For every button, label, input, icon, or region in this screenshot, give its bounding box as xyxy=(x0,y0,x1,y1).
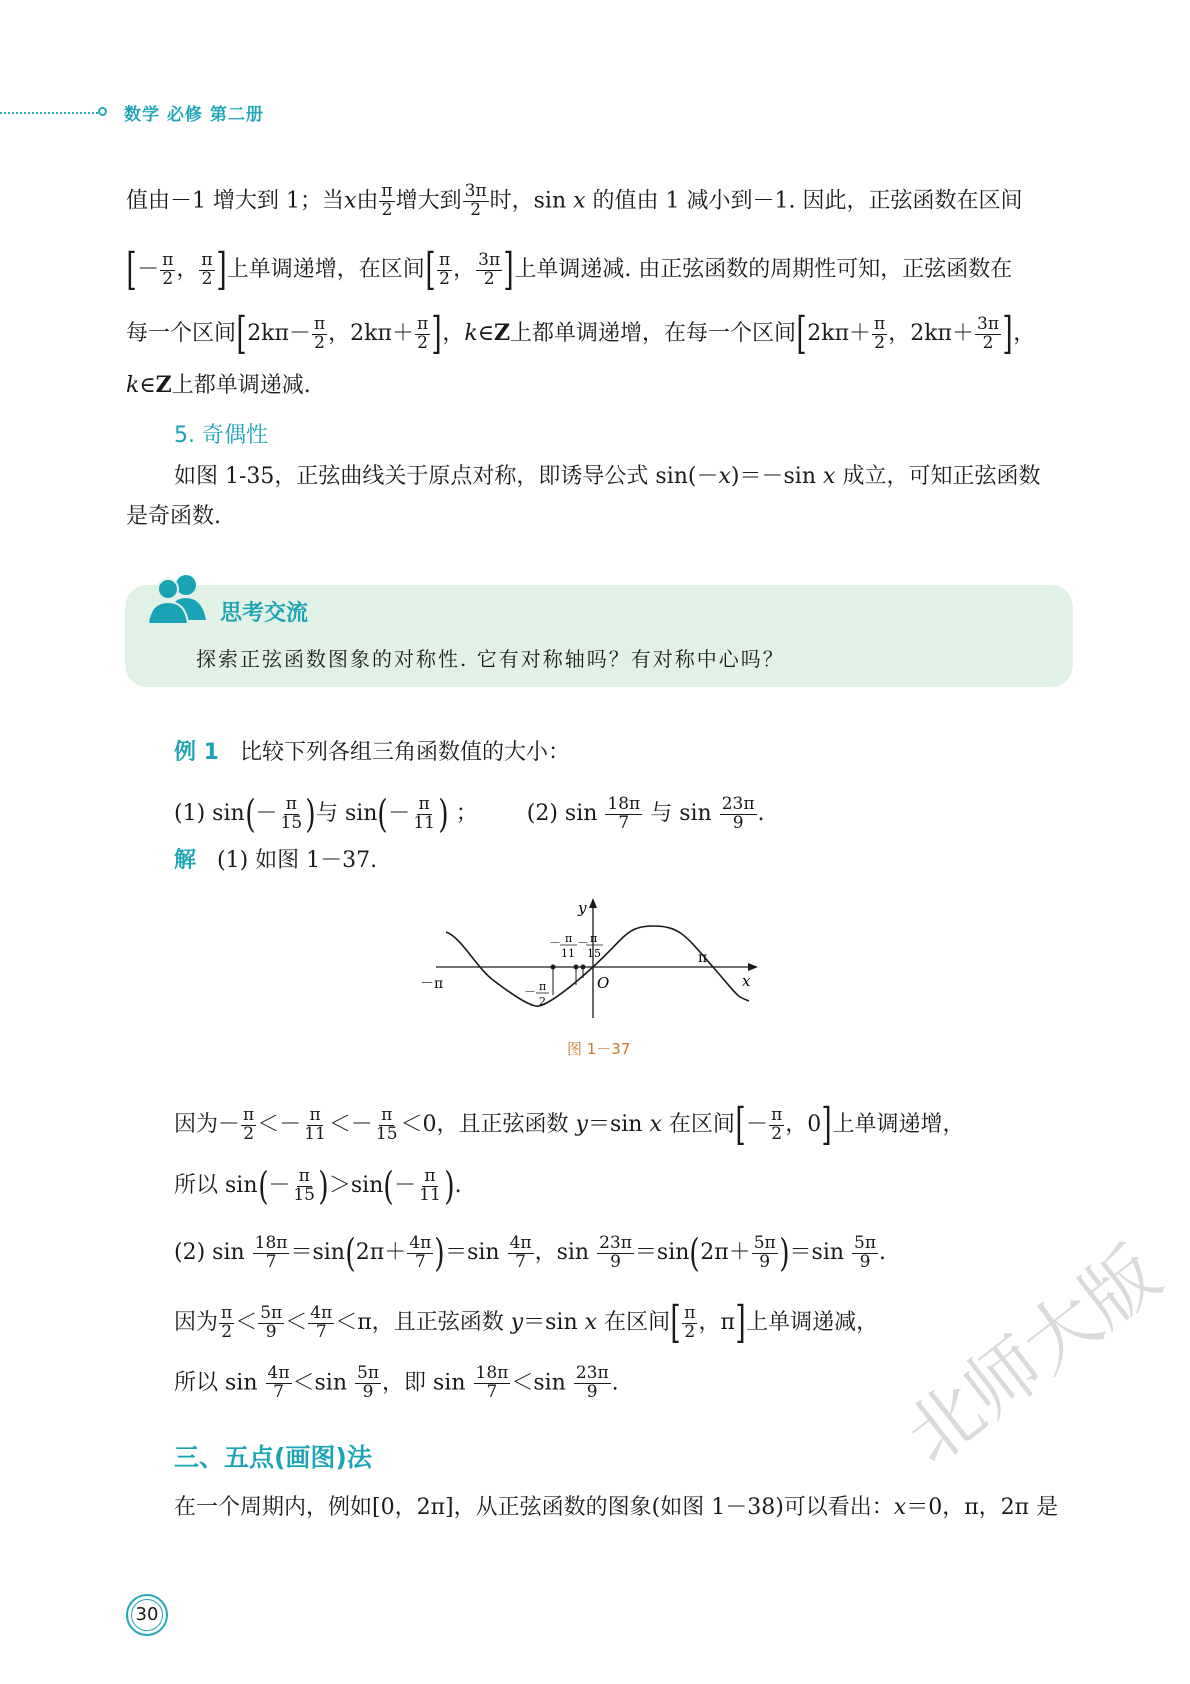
minus-pi-over-11-point xyxy=(574,965,579,970)
t2-den: 2 xyxy=(539,995,546,1008)
watermark: 北师大版 xyxy=(889,1230,1177,1481)
figure-caption: 图 1－37 xyxy=(567,1040,631,1058)
t2-minus: － xyxy=(524,985,537,999)
text-line-3: 每一个区间[2kπ－ $\frac{\pi}{2}$ ，2kπ＋ $\frac{\pi}{2}$ ]，k∈Z上都单调递增，在每一个区间[2kπ＋ $\frac{\pi}{2}$ ，2kπ＋ $\frac{3\pi}{2}$ ]， xyxy=(126,308,1036,359)
text-line-2: [－ $\frac{\pi}{2}$ ， $\frac{\pi}{2}$ ]上单调递增，在区间[ $\frac{\pi}{2}$ ， $\frac{3\pi}{2}$ ]上单调递减. 由正弦函数的周期性可知，正弦函数在 xyxy=(126,244,1013,295)
minus-pi-over-15-point xyxy=(581,965,586,970)
fraction: $\frac{\pi}{2}$ xyxy=(381,181,393,220)
parity-line-1: 如图 1-35，正弦曲线关于原点对称，即诱导公式 sin(－x)＝－sin x 成立，可知正弦函数 xyxy=(174,464,1041,489)
t15-minus: － xyxy=(577,936,590,950)
text-line-1: 值由－1 增大到 1；当x由 $\frac{\pi}{2}$ 增大到 $\frac{3\pi}{2}$ 时，sin x 的值由 1 减小到－1. 因此，正弦函数在区间 xyxy=(126,181,1023,220)
x-label: x xyxy=(742,972,751,990)
page-number: 30 xyxy=(131,1599,163,1631)
y-axis-arrow xyxy=(589,898,597,908)
pi-label: π xyxy=(698,950,708,966)
t11-den: 11 xyxy=(561,947,575,960)
minus-pi-over-2-point xyxy=(551,965,556,970)
t11-minus: － xyxy=(549,936,562,950)
example-questions: (1) sin(－ $\frac{\pi}{15}$ )与 sin(－ $\frac{\pi}{11}$ ) ； (2) sin $\frac{18\pi}{7}$ 与 sin $\frac{23\pi}{9}$ . xyxy=(174,792,765,836)
x-axis-arrow xyxy=(748,963,758,971)
y-label: y xyxy=(578,899,587,917)
section-heading-parity: 5. 奇偶性 xyxy=(174,423,268,448)
t2-num: π xyxy=(539,980,547,993)
think-text: 探索正弦函数图象的对称性. 它有对称轴吗？有对称中心吗？ xyxy=(196,647,785,671)
solution-line-3: (2) sin $\frac{18\pi}{7}$ ＝sin(2π＋ $\frac{4\pi}{7}$ )＝sin $\frac{4\pi}{7}$ ，sin $\frac{23\pi}{9}$ ＝sin(2π＋ $\frac{5\pi}{9}$ )＝sin $\frac{5\pi}{9}$ . xyxy=(174,1231,887,1275)
solution-intro: 解 (1) 如图 1－37. xyxy=(174,848,378,873)
fraction: $\frac{3\pi}{2}$ xyxy=(464,181,487,220)
section-heading-five-point: 三、五点(画图)法 xyxy=(174,1443,372,1472)
think-title: 思考交流 xyxy=(220,601,309,626)
header-rule xyxy=(0,112,98,114)
example-heading: 例 1 比较下列各组三角函数值的大小： xyxy=(174,740,570,765)
solution-line-4: 因为 $\frac{\pi}{2}$ ＜ $\frac{5\pi}{9}$ ＜ $\frac{4\pi}{7}$ ＜π，且正弦函数 y＝sin x 在区间[ $\frac{\pi}{2}$ ，π]上单调递减， xyxy=(174,1297,879,1348)
header-title: 数学 必修 第二册 xyxy=(124,105,264,125)
t15-num: π xyxy=(590,932,598,945)
sine-curve xyxy=(446,926,749,1006)
solution-line-2: 所以 sin(－ $\frac{\pi}{15}$ )＞sin(－ $\frac{\pi}{11}$ ). xyxy=(174,1164,462,1208)
origin-label: O xyxy=(597,974,610,992)
parity-line-2: 是奇函数. xyxy=(126,504,221,529)
text-line-4: k∈Z上都单调递减. xyxy=(126,372,311,398)
t15-den: 15 xyxy=(587,947,601,960)
solution-line-5: 所以 sin $\frac{4\pi}{7}$ ＜sin $\frac{5\pi}{9}$ ，即 sin $\frac{18\pi}{7}$ ＜sin $\frac{23\pi}{9}$ . xyxy=(174,1363,619,1402)
sine-graph-figure xyxy=(420,896,766,1026)
header-dot xyxy=(98,107,107,116)
people-icon xyxy=(146,572,214,624)
neg-pi-label: －π xyxy=(420,976,444,992)
t11-num: π xyxy=(565,932,573,945)
last-line: 在一个周期内，例如[0，2π]，从正弦函数的图象(如图 1－38)可以看出：x＝0，π，2π 是 xyxy=(174,1495,1059,1520)
solution-line-1: 因为－ $\frac{\pi}{2}$ ＜－ $\frac{\pi}{11}$ ＜－ $\frac{\pi}{15}$ ＜0，且正弦函数 y＝sin x 在区间[－ $\frac{\pi}{2}$ ，0]上单调递增， xyxy=(174,1099,965,1150)
